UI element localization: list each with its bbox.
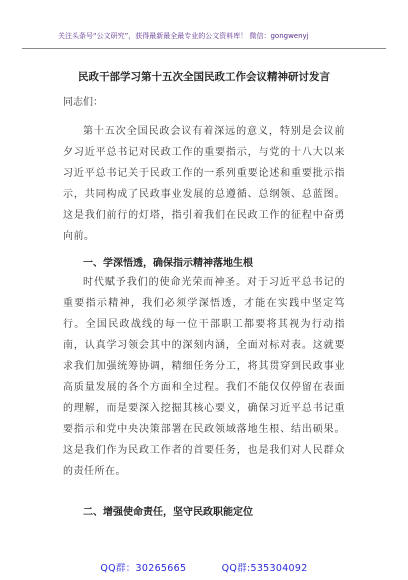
header-divider [22, 48, 386, 49]
section-heading-1: 一、学深悟透，确保指示精神落地生根 [83, 258, 253, 269]
paragraph-intro: 第十五次全国民政会议有着深远的意义，特别是会议前夕习近平总书记对民政工作的重要指示，与党的十八大以来习近平总书记关于民政工作的一系列重要论述和重要批示指示，共同构成了民政事业发展的总遵循、总纲领、总蓝图。这是我们前行的灯塔，指引着我们在民政工作的征程中奋勇向前。 [63, 126, 345, 242]
document-title: 民政干部学习第十五次全国民政工作会议精神研讨发言 [78, 71, 330, 83]
footer-contacts [0, 560, 408, 574]
salutation: 同志们： [63, 97, 103, 108]
footer-qq-group-2: QQ群:535304092 [221, 563, 308, 574]
header-promo-text: 关注头条号“公文研究”，获得最新最全最专业的公文资料库！ 微信：gongwenyj [58, 32, 309, 40]
paragraph-section-1: 时代赋予我们的使命光荣而神圣。对于习近平总书记的重要指示精神，我们必须学深悟透，才能在实践中坚定笃行。全国民政战线的每一位干部职工都要将其视为行动指南，认真学习领会其中的深刻内涵，全面对标对表。这就要求我们加强统筹协调，精细任务分工，将其贯穿到民政事业高质量发展的各个方面和全过程。我们不能仅仅停留在表面的理解，而是要深入挖掘其核心要义，确保习近平总书记重要指示和党中央决策部署在民政领域落地生根、结出硕果。这是我们作为民政工作者的首要任务，也是我们对人民群众的责任所在。 [63, 277, 345, 477]
section-heading-2: 二、增强使命责任，坚守民政职能定位 [83, 507, 253, 518]
footer-qq-group-1: QQ群：30265665 [100, 563, 187, 574]
